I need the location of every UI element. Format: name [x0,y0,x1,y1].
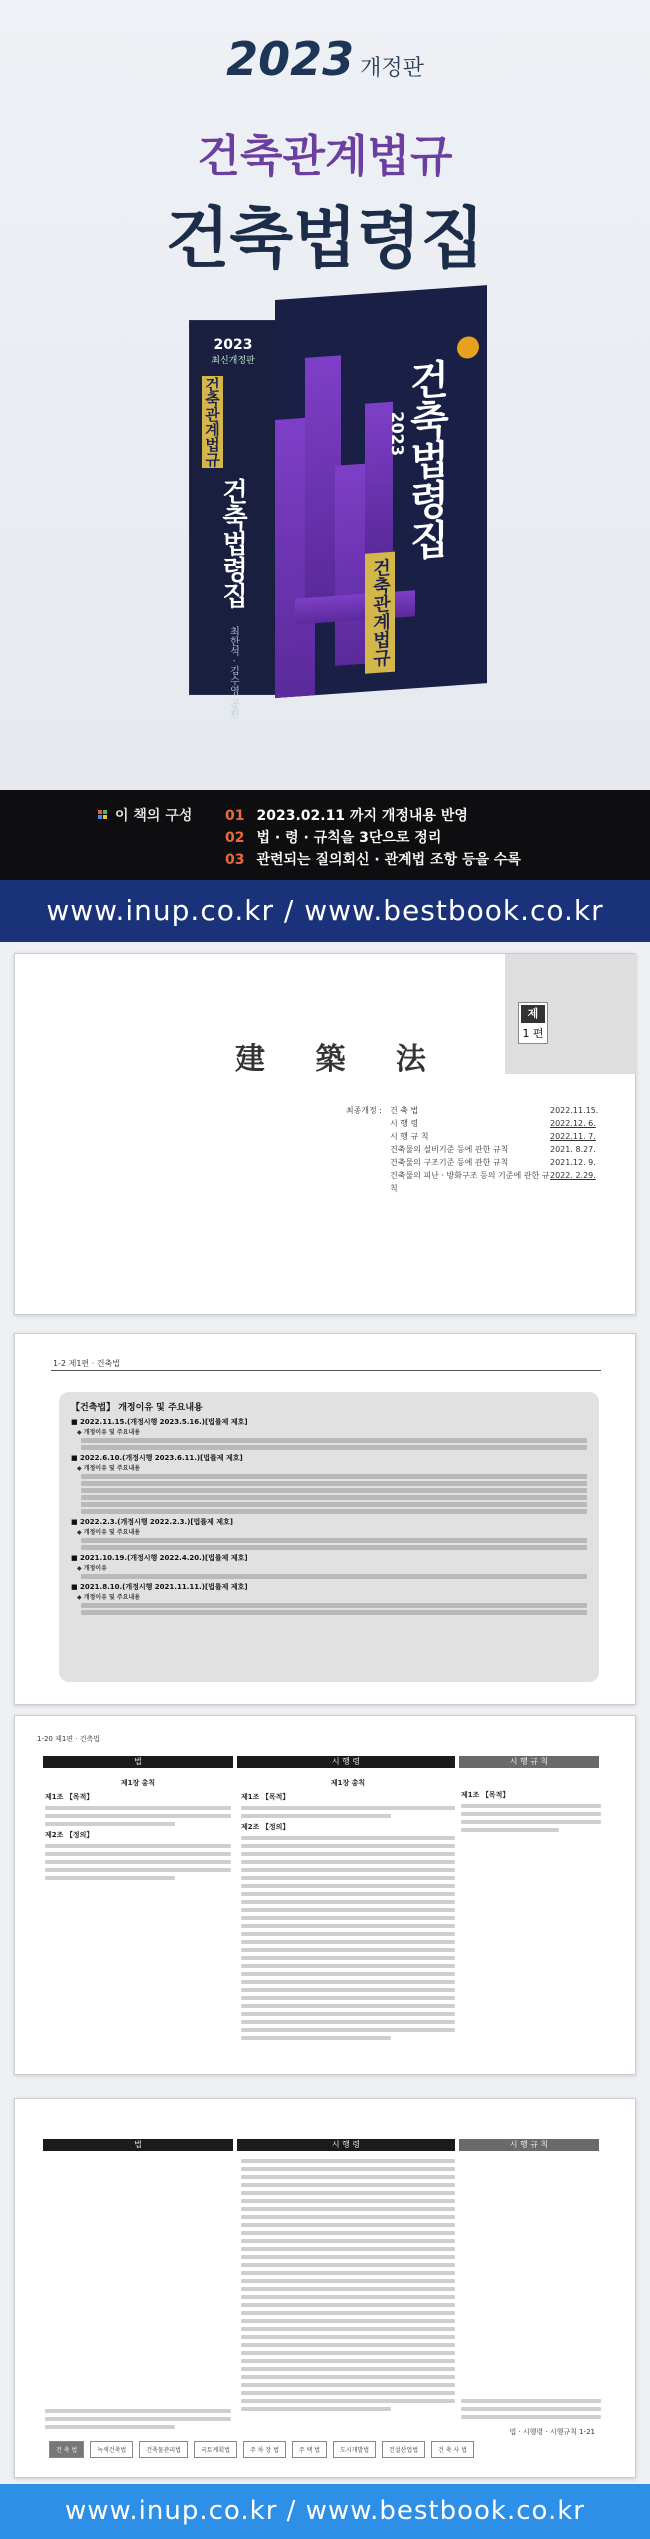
revision-entry: ■ 2022.2.3.(개정시행 2022.2.3.)[법률제 제호] ◆ 개정이유 및 주요내용 [71,1517,587,1550]
features-list [225,805,521,871]
column-header-rule: 시 행 규 칙 [459,1756,599,1768]
front-band: 건축관계법규 [365,552,395,674]
index-tab[interactable]: 국토계획법 [194,2441,237,2458]
article-title: 제2조 【정의】 [45,1831,94,1839]
sample-page-law-3col-2 [14,2098,636,2478]
feature-item: 03 관련되는 질의회신 · 관계법 조항 등을 수록 [225,852,521,868]
section-title: 제1장 총칙 [120,1779,156,1787]
website-url-banner[interactable]: www.inup.co.kr / www.bestbook.co.kr [0,880,650,942]
revision-entry: ■ 2021.10.19.(개정시행 2022.4.20.)[법률제 제호] ◆ 개정이유 [71,1553,587,1579]
windows-icon [98,810,108,820]
revision-history: 최종개정 : 건 축 법 2022.11.15. 시 행 령 2022.12. 6. 시 행 규 칙 2022.11. 7. 건축물의 설비기준 등에 관한 규칙 2021. 8.27. 건축물의 구조기준 등에 관한 규칙 2021.12. 9. 건축물의 피난 · 방화구조 등의 기준에 관한 규칙 2022. 2.29. [345,1106,599,1193]
column-header-decree: 시 행 령 [237,1756,455,1768]
article-title: 제1조 【목적】 [241,1793,290,1801]
index-tab[interactable]: 도시개발법 [333,2441,376,2458]
spine-author: 최한석 · 김수영 공편 [227,626,239,719]
page-header: 1-20 제1편 · 건축법 [37,1735,101,1743]
index-tab[interactable]: 주 택 법 [292,2441,327,2458]
sample-page-revisions [14,1333,636,1705]
sample-page-title [14,953,636,1315]
book-front [275,285,487,698]
features-bar [0,790,650,880]
section-title: 제1장 총칙 [330,1779,366,1787]
book-subtitle: 건축관계법규 [197,131,453,182]
law-index-tabs [49,2441,474,2458]
index-tab[interactable]: 녹색건축법 [90,2441,133,2458]
index-tab[interactable]: 주 차 장 법 [243,2441,286,2458]
column-header-rule: 시 행 규 칙 [459,2139,599,2151]
column-header-law: 법 [43,1756,233,1768]
spine-band: 건축관계법규 [203,377,221,467]
index-tab[interactable]: 건설산업법 [382,2441,425,2458]
article-title: 제1조 【목적】 [45,1793,94,1801]
revision-entry: ■ 2022.6.10.(개정시행 2023.6.11.)[법률제 제호] ◆ 개정이유 및 주요내용 [71,1453,587,1514]
page-header: 1-2 제1편 · 건축법 [53,1359,120,1368]
index-tab[interactable]: 건 축 사 법 [431,2441,474,2458]
spine-edition: 최신개정판 [211,356,255,366]
article-title: 제2조 【정의】 [241,1823,290,1831]
feature-item: 02 법 · 령 · 규칙을 3단으로 정리 [225,830,442,846]
book-spine [189,320,277,719]
hero-section [0,0,650,790]
panel-title: 【건축법】 개정이유 및 주요내용 [71,1403,203,1413]
revision-entry: ■ 2022.11.15.(개정시행 2023.5.16.)[법률제 제호] ◆ 개정이유 및 주요내용 [71,1417,587,1450]
spine-year: 2023 [213,337,253,353]
front-title: 건축법령집 [403,357,449,562]
sample-page-law-3col [14,1715,636,2075]
page-footer: 법 · 시행령 · 시행규칙 1-21 [509,2428,595,2436]
article-title: 제1조 【목적】 [461,1791,510,1799]
book-title: 건축법령집 [165,200,485,277]
website-url-footer[interactable]: www.inup.co.kr / www.bestbook.co.kr [0,2484,650,2539]
index-tab[interactable]: 건축물관리법 [139,2441,188,2458]
revision-panel [59,1392,599,1682]
revision-entry: ■ 2021.8.10.(개정시행 2021.11.11.)[법률제 제호] ◆ 개정이유 및 주요내용 [71,1582,587,1615]
edition-year: 2023 개정판 [226,32,424,86]
column-header-law: 법 [43,2139,233,2151]
spine-title: 건축법령집 [217,478,248,608]
index-tab[interactable]: 건 축 법 [49,2441,84,2458]
column-header-decree: 시 행 령 [237,2139,455,2151]
feature-item: 01 2023.02.11 까지 개정내용 반영 [225,808,468,824]
features-heading: 이 책의 구성 [115,808,193,824]
book-cover-image [165,300,495,719]
front-year: 2023 [388,410,407,457]
part-tab: 제 1 편 [518,1002,548,1044]
law-title: 建 築 法 [235,1042,446,1077]
publisher-logo-icon [457,336,479,360]
